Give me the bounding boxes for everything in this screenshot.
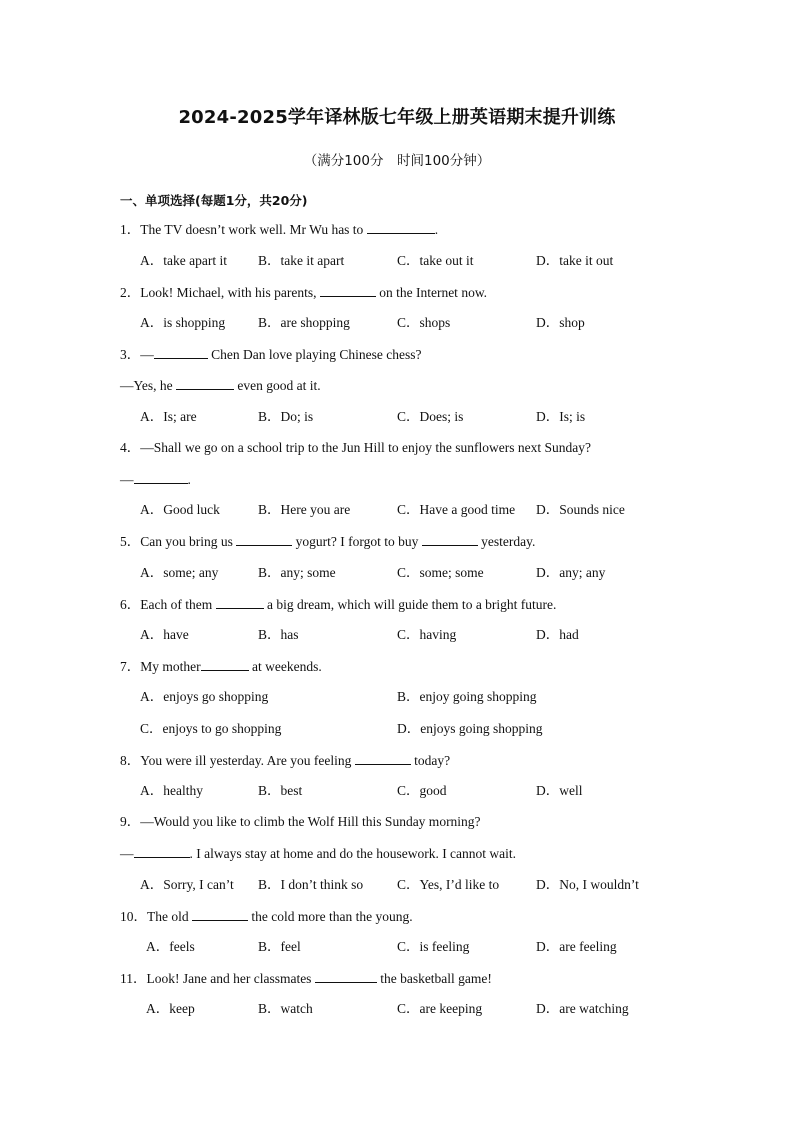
question-8-stem [120,751,450,770]
question-10-option-B: B．feel [258,939,301,954]
question-text: 1．The TV doesn’t work well. Mr Wu has to [120,222,367,237]
question-6-stem [120,595,556,614]
question-3-stem-line2 [120,376,321,395]
question-2-stem [120,283,487,302]
question-1-stem [120,220,438,239]
answer-blank [176,376,234,390]
question-10-option-A: A．feels [146,939,195,954]
question-11-option-C: C．are keeping [397,1001,483,1016]
question-9-option-D: D．No, I wouldn’t [536,877,639,892]
question-text: today? [410,753,451,768]
question-9-stem-line2 [120,844,516,863]
question-3-stem [120,345,421,364]
question-10-option-D: D．are feeling [536,939,617,954]
answer-blank [236,532,292,546]
question-text: the basketball game! [376,971,492,986]
question-11-stem [120,969,492,988]
answer-blank [134,844,190,858]
question-text: . [187,472,191,487]
question-7-stem [120,657,322,676]
question-8-option-A: A．healthy [140,783,203,798]
question-4-option-D: D．Sounds nice [536,502,625,517]
question-5-option-A: A．some; any [140,565,219,580]
question-text: the cold more than the young. [248,909,413,924]
question-text: yesterday. [477,534,536,549]
answer-blank [154,345,208,359]
question-1-option-D: D．take it out [536,253,614,268]
question-9-option-A: A．Sorry, I can’t [140,877,234,892]
answer-blank [134,470,188,484]
page-subtitle: （满分100分 时间100分钟） [303,153,491,169]
question-7-option-C: C．enjoys to go shopping [140,721,282,736]
question-7-option-D: D．enjoys going shopping [397,721,543,736]
question-text: 8．You were ill yesterday. Are you feeling [120,753,355,768]
question-4-option-B: B．Here you are [258,502,351,517]
answer-blank [216,595,264,609]
question-11-option-A: A．keep [146,1001,195,1016]
question-5-option-B: B．any; some [258,565,336,580]
question-8-option-C: C．good [397,783,447,798]
answer-blank [422,532,478,546]
question-text: at weekends. [248,659,322,674]
question-text: —Yes, he [120,378,177,393]
question-1-option-C: C．take out it [397,253,474,268]
question-text: yogurt? I forgot to buy [292,534,422,549]
question-text: 7．My mother [120,659,201,674]
answer-blank [192,907,248,921]
question-5-option-D: D．any; any [536,565,606,580]
question-8-option-D: D．well [536,783,583,798]
question-1-option-B: B．take it apart [258,253,345,268]
question-text: 9．—Would you like to climb the Wolf Hill this Sunday morning? [120,814,481,829]
page-title: 2024-2025学年译林版七年级上册英语期末提升训练 [178,107,616,128]
question-7-option-B: B．enjoy going shopping [397,689,537,704]
question-3-option-A: A．Is; are [140,409,197,424]
question-5-option-C: C．some; some [397,565,484,580]
question-text: . [434,222,439,237]
question-4-stem [120,439,591,457]
question-text: — [120,472,134,487]
question-6-option-B: B．has [258,627,299,642]
answer-blank [367,220,435,234]
question-text: 3．— [120,347,154,362]
question-text: on the Internet now. [375,285,488,300]
question-6-option-C: C．having [397,627,457,642]
question-2-option-C: C．shops [397,315,451,330]
question-text: 4．—Shall we go on a school trip to the Jun Hill to enjoy the sunflowers next Sunday? [120,440,591,455]
question-4-option-C: C．Have a good time [397,502,516,517]
question-text: even good at it. [234,378,321,393]
question-4-stem-line2 [120,470,191,489]
question-11-option-B: B．watch [258,1001,313,1016]
question-text: 10．The old [120,909,192,924]
question-text: 2．Look! Michael, with his parents, [120,285,320,300]
answer-blank [320,283,376,297]
question-2-option-A: A．is shopping [140,315,226,330]
question-10-option-C: C．is feeling [397,939,470,954]
question-9-stem [120,813,481,831]
question-9-option-C: C．Yes, I’d like to [397,877,500,892]
question-9-option-B: B．I don’t think so [258,877,364,892]
question-4-option-A: A．Good luck [140,502,220,517]
question-6-option-D: D．had [536,627,579,642]
answer-blank [315,969,377,983]
question-text: Chen Dan love playing Chinese chess? [207,347,422,362]
question-6-option-A: A．have [140,627,189,642]
question-10-stem [120,907,413,926]
question-text: 5．Can you bring us [120,534,237,549]
answer-blank [201,657,249,671]
question-1-option-A: A．take apart it [140,253,227,268]
question-text: a big dream, which will guide them to a bright future. [263,597,557,612]
question-text: . I always stay at home and do the housework. I cannot wait. [189,846,517,861]
question-text: — [120,846,134,861]
section-heading: 一、单项选择(每题1分，共20分) [120,193,308,208]
answer-blank [355,751,411,765]
question-text: 11．Look! Jane and her classmates [120,971,315,986]
question-7-option-A: A．enjoys go shopping [140,689,269,704]
question-text: 6．Each of them [120,597,216,612]
question-11-option-D: D．are watching [536,1001,629,1016]
question-3-option-C: C．Does; is [397,409,464,424]
question-8-option-B: B．best [258,783,303,798]
question-2-option-B: B．are shopping [258,315,350,330]
question-5-stem [120,532,535,551]
question-3-option-D: D．Is; is [536,409,586,424]
question-2-option-D: D．shop [536,315,585,330]
question-3-option-B: B．Do; is [258,409,314,424]
